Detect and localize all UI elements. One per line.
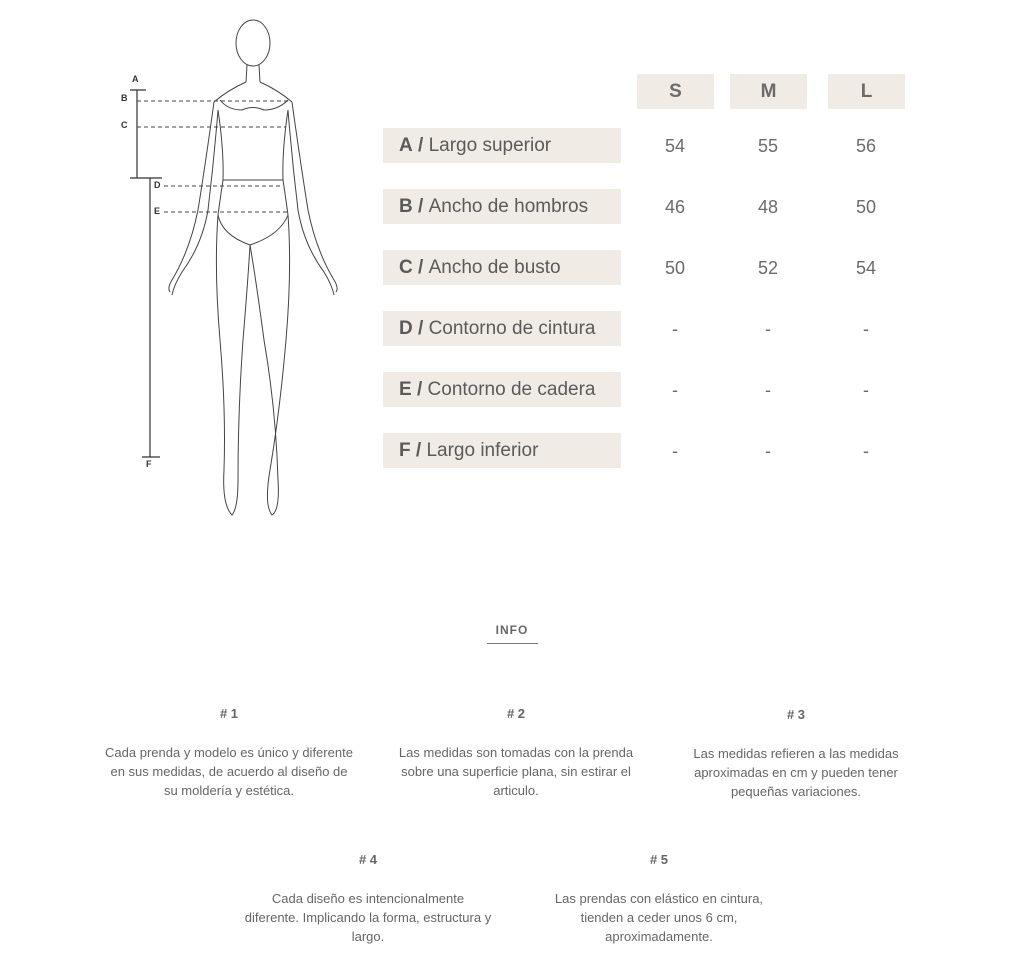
cell-e-s: - bbox=[672, 380, 678, 400]
marker-c: C bbox=[121, 120, 128, 130]
marker-d: D bbox=[154, 180, 161, 190]
cell-b-l: 50 bbox=[855, 197, 877, 217]
row-label-a: A / Largo superior bbox=[383, 128, 621, 163]
cell-c-l: 54 bbox=[855, 258, 877, 278]
info-note-1 bbox=[104, 706, 354, 800]
note-text: Las medidas son tomadas con la prenda sobre una superficie plana, sin estirar el articulo. bbox=[398, 745, 634, 798]
note-text: Las medidas refieren a las medidas aproximadas en cm y pueden tener pequeñas variaciones. bbox=[693, 746, 899, 799]
note-number: # 3 bbox=[786, 707, 806, 722]
cell-a-l: 56 bbox=[855, 136, 877, 156]
marker-f: F bbox=[146, 459, 152, 469]
cell-a-m: 55 bbox=[757, 136, 779, 156]
info-divider bbox=[487, 643, 538, 644]
body-silhouette bbox=[110, 10, 360, 530]
cell-a-s: 54 bbox=[664, 136, 686, 156]
cell-f-s: - bbox=[672, 441, 678, 461]
size-header-l: L bbox=[828, 74, 905, 109]
info-note-4 bbox=[243, 852, 493, 946]
cell-e-l: - bbox=[863, 380, 869, 400]
cell-f-l: - bbox=[863, 441, 869, 461]
marker-a: A bbox=[132, 74, 139, 84]
row-label-c: C / Ancho de busto bbox=[383, 250, 621, 285]
cell-c-m: 52 bbox=[757, 258, 779, 278]
note-text: Cada prenda y modelo es único y diferente en sus medidas, de acuerdo al diseño de su moldería y estética. bbox=[105, 745, 353, 798]
note-text: Las prendas con elástico en cintura, tienden a ceder unos 6 cm, aproximadamente. bbox=[554, 891, 764, 944]
cell-d-s: - bbox=[672, 319, 678, 339]
row-label-e: E / Contorno de cadera bbox=[383, 372, 621, 407]
note-text: Cada diseño es intencionalmente diferente. Implicando la forma, estructura y largo. bbox=[244, 891, 492, 944]
cell-f-m: - bbox=[765, 441, 771, 461]
note-number: # 5 bbox=[649, 852, 669, 867]
row-label-f: F / Largo inferior bbox=[383, 433, 621, 468]
note-number: # 2 bbox=[506, 706, 526, 721]
cell-b-m: 48 bbox=[757, 197, 779, 217]
marker-e: E bbox=[154, 206, 161, 216]
cell-e-m: - bbox=[765, 380, 771, 400]
cell-d-m: - bbox=[765, 319, 771, 339]
cell-b-s: 46 bbox=[664, 197, 686, 217]
row-label-b: B / Ancho de hombros bbox=[383, 189, 621, 224]
info-note-3 bbox=[671, 707, 921, 801]
marker-b: B bbox=[121, 93, 128, 103]
info-note-5 bbox=[534, 852, 784, 946]
note-number: # 1 bbox=[219, 706, 239, 721]
cell-d-l: - bbox=[863, 319, 869, 339]
measurement-figure bbox=[110, 10, 360, 530]
size-header-s: S bbox=[637, 74, 714, 109]
info-title: INFO bbox=[495, 623, 529, 637]
note-number: # 4 bbox=[358, 852, 378, 867]
cell-c-s: 50 bbox=[664, 258, 686, 278]
size-header-m: M bbox=[730, 74, 807, 109]
row-label-d: D / Contorno de cintura bbox=[383, 311, 621, 346]
info-note-2 bbox=[391, 706, 641, 800]
